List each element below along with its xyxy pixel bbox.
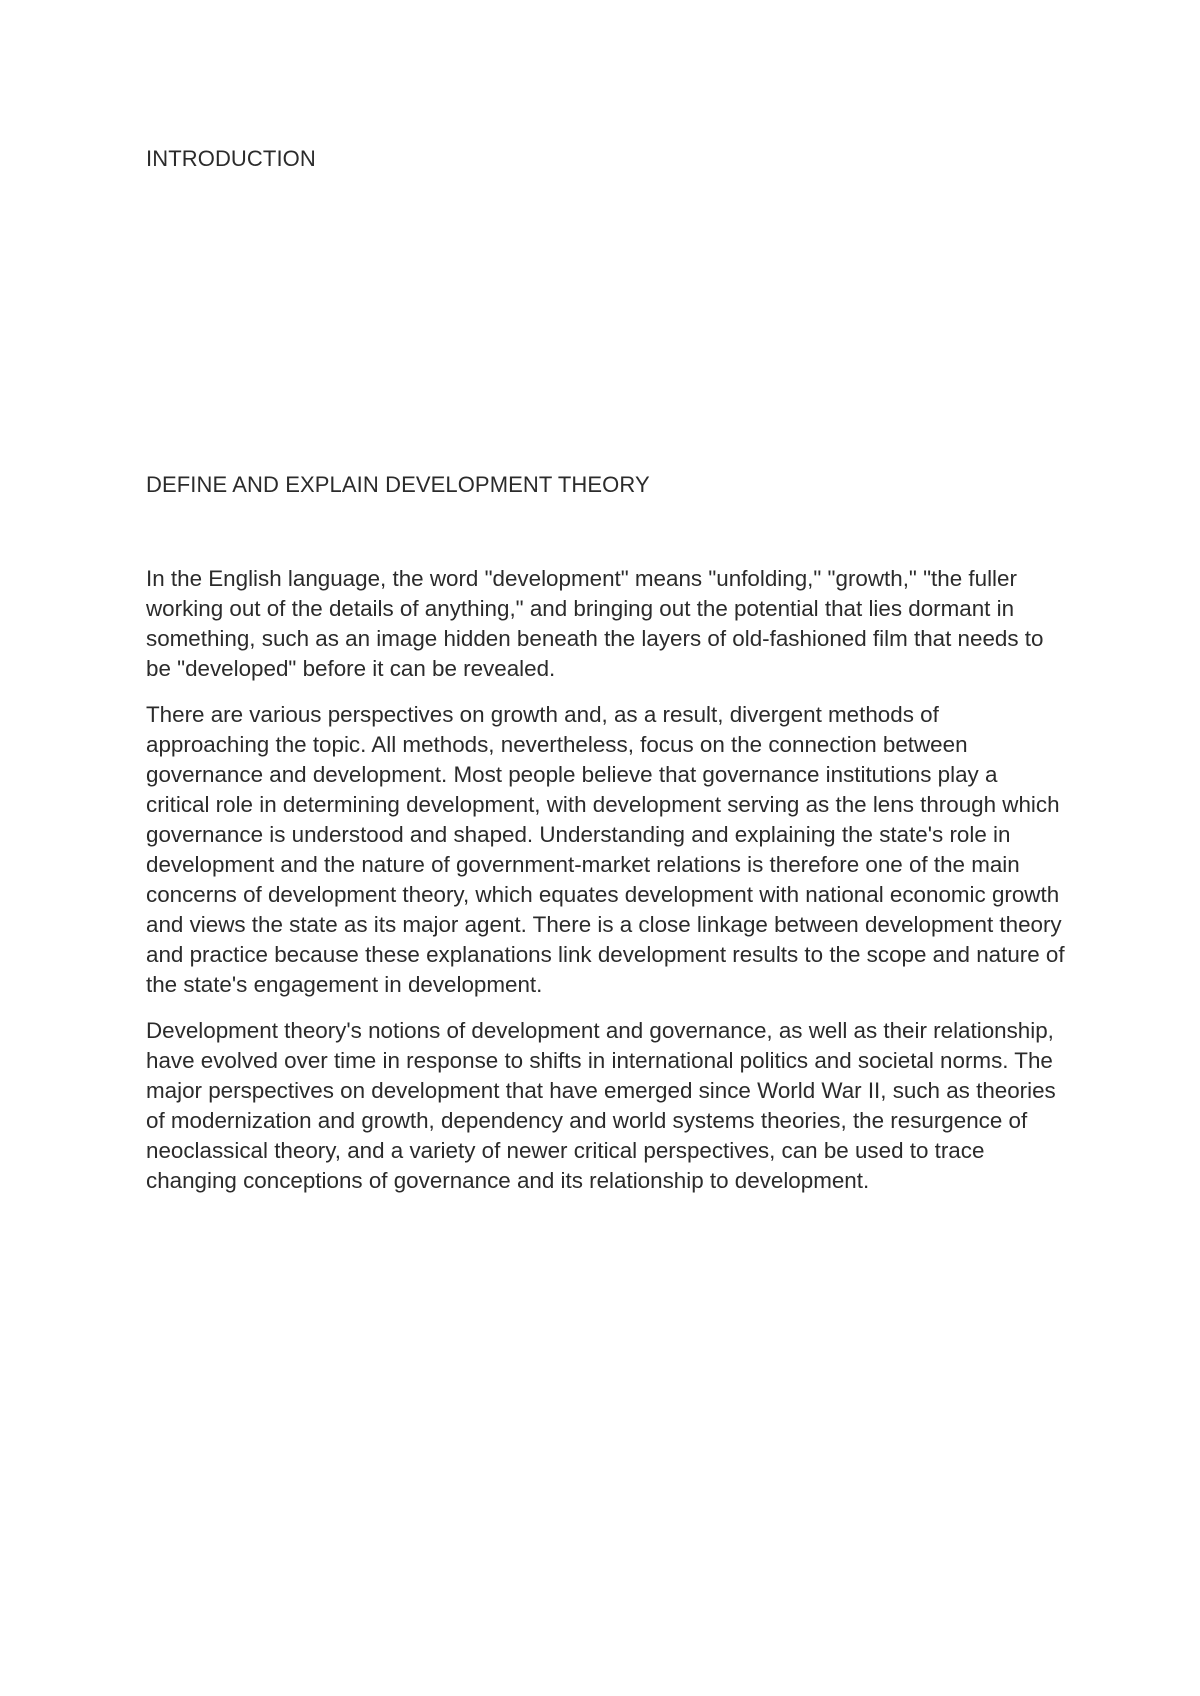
paragraph-3: Development theory's notions of development and governance, as well as their relationship, have evolved over time in response to shifts in international politics and societal norms. The major perspectives on development that have emerged since World War II, such as theories of modernization and growth, dependency and world systems theories, the resurgence of neoclassical theory, and a variety of newer critical perspectives, can be used to trace changing conceptions of governance and its relationship to development. [146,1018,1056,1193]
introduction-heading: INTRODUCTION [146,146,316,171]
paragraph-2: There are various perspectives on growth and, as a result, divergent methods of approaching the topic. All methods, nevertheless, focus on the connection between governance and development. Most people believe that governance institutions play a critical role in determining development, with development serving as the lens through which governance is understood and shaped. Understanding and explaining the state's role in development and the nature of government-market relations is therefore one of the main concerns of development theory, which equates development with national economic growth and views the state as its major agent. There is a close linkage between development theory and practice because these explanations link development results to the scope and nature of the state's engagement in development. [146,702,1065,997]
paragraph-1: In the English language, the word "development" means "unfolding," "growth," "the fuller working out of the details of anything," and bringing out the potential that lies dormant in something, such as an image hidden beneath the layers of old-fashioned film that needs to be "developed" before it can be revealed. [146,566,1044,681]
section-heading: DEFINE AND EXPLAIN DEVELOPMENT THEORY [146,472,650,497]
body-text [146,564,1066,1212]
